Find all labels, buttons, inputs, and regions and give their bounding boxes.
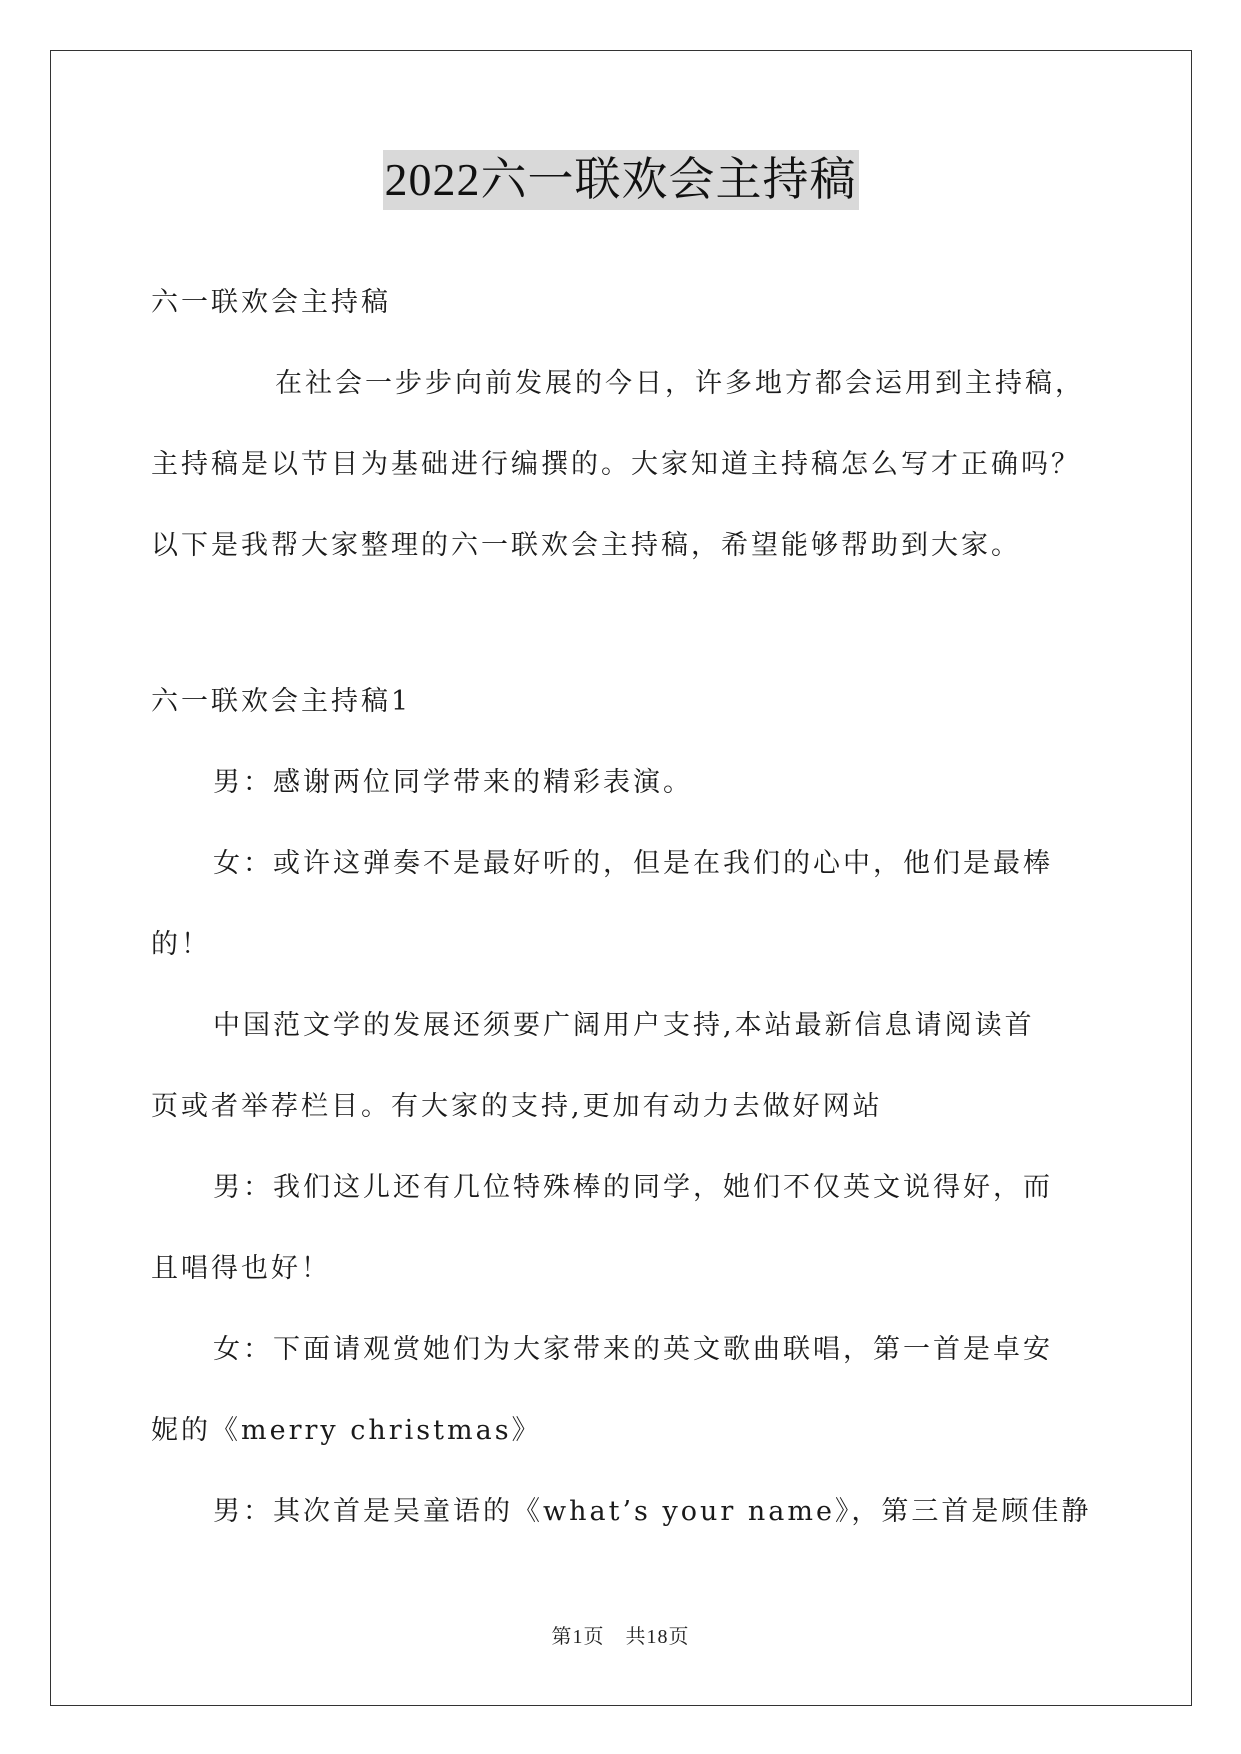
script-line: 男：其次首是吴童语的《what’s your name》，第三首是顾佳静 xyxy=(213,1496,1092,1527)
notice-line: 页或者举荐栏目。有大家的支持,更加有动力去做好网站 xyxy=(151,1091,883,1122)
script-line: 女：下面请观赏她们为大家带来的英文歌曲联唱，第一首是卓安 xyxy=(213,1334,1053,1365)
intro-paragraph-line: 主持稿是以节目为基础进行编撰的。大家知道主持稿怎么写才正确吗？ xyxy=(151,449,1081,480)
section-heading: 六一联欢会主持稿1 xyxy=(151,686,412,717)
document-title: 2022六一联欢会主持稿 xyxy=(383,150,859,210)
script-line: 男：我们这儿还有几位特殊棒的同学，她们不仅英文说得好，而 xyxy=(213,1172,1053,1203)
document-body xyxy=(151,262,1091,1552)
notice-line: 中国范文学的发展还须要广阔用户支持,本站最新信息请阅读首 xyxy=(213,1010,1035,1041)
page-footer: 第1页 共18页 xyxy=(551,1626,690,1648)
title-container xyxy=(0,150,1241,210)
script-line: 的！ xyxy=(151,929,211,960)
intro-paragraph-line: 以下是我帮大家整理的六一联欢会主持稿，希望能够帮助到大家。 xyxy=(151,530,1021,561)
section-heading: 六一联欢会主持稿 xyxy=(151,287,391,318)
paragraph-gap xyxy=(151,586,1091,661)
script-line: 妮的《merry christmas》 xyxy=(151,1415,542,1446)
intro-paragraph-line: 在社会一步步向前发展的今日，许多地方都会运用到主持稿， xyxy=(275,368,1085,399)
script-line: 且唱得也好！ xyxy=(151,1253,331,1284)
script-line: 男：感谢两位同学带来的精彩表演。 xyxy=(213,767,693,798)
script-line: 女：或许这弹奏不是最好听的，但是在我们的心中，他们是最棒 xyxy=(213,848,1053,879)
